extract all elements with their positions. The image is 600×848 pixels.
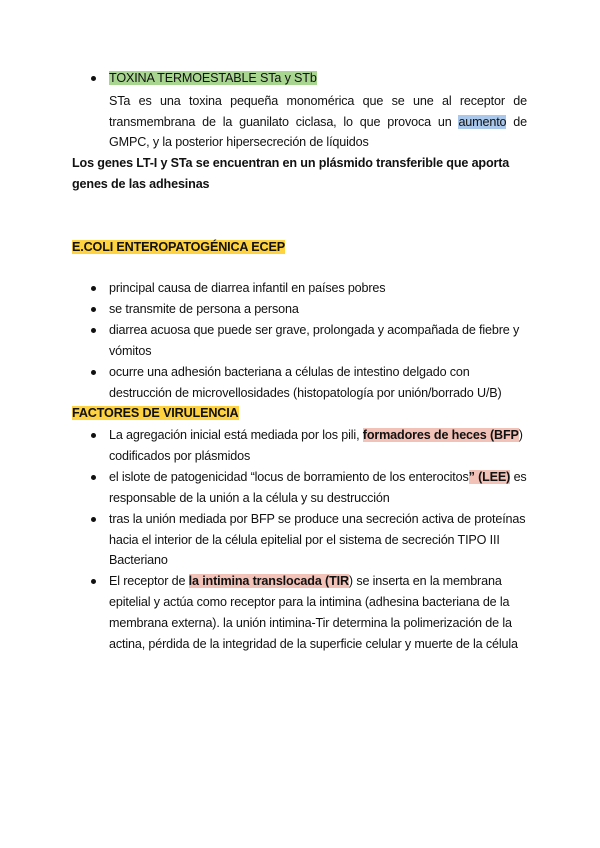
genes-note-line-2: genes de las adhesinas bbox=[72, 177, 210, 191]
bullet-dot bbox=[91, 433, 96, 438]
tir-highlight: la intimina translocada (TIR bbox=[188, 574, 349, 588]
stb-bullet-line bbox=[109, 68, 317, 89]
lee-highlight: ” (LEE) bbox=[468, 470, 511, 484]
ecep-item-3-line-1: diarrea acuosa que puede ser grave, prolongada y acompañada de fiebre y bbox=[109, 323, 520, 337]
genes-note-line-1: Los genes LT-I y STa se encuentran en un plásmido transferible que aporta bbox=[72, 156, 510, 170]
bfp-highlight: formadores de heces (BFP bbox=[362, 428, 519, 442]
virulence-item-3-line-2: hacia el interior de la célula epitelial por el sistema de secreción TIPO III bbox=[109, 533, 500, 547]
bullet-dot bbox=[91, 475, 96, 480]
bullet-dot bbox=[91, 286, 96, 291]
ecep-heading bbox=[72, 237, 285, 258]
stb-line2-start: transmembrana de la guanilato ciclasa, lo que provoca un bbox=[109, 115, 459, 129]
aumento-highlight: aumento bbox=[458, 115, 507, 129]
ecep-item-4-line-1: ocurre una adhesión bacteriana a células de intestino delgado con bbox=[109, 365, 470, 379]
bullet-dot bbox=[91, 579, 96, 584]
virulence-item-3-line-3: Bacteriano bbox=[109, 553, 168, 567]
stb-paragraph-line-3: GMPC, y la posterior hipersecreción de líquidos bbox=[109, 135, 369, 149]
virulence-item-1-line-1 bbox=[109, 425, 523, 446]
ecep-item-1: principal causa de diarrea infantil en países pobres bbox=[109, 281, 386, 295]
virulence-item-3-line-1: tras la unión mediada por BFP se produce una secreción activa de proteínas bbox=[109, 512, 526, 526]
virulence-item-1-end: ) bbox=[518, 428, 523, 442]
virulence-item-4-line-1 bbox=[109, 571, 502, 592]
ecep-item-2: se transmite de persona a persona bbox=[109, 302, 299, 316]
ecep-item-4-line-2: destrucción de microvellosidades (histopatología por unión/borrado U/B) bbox=[109, 386, 502, 400]
bullet-dot bbox=[91, 370, 96, 375]
virulence-heading-text: FACTORES DE VIRULENCIA bbox=[72, 406, 239, 420]
virulence-item-4-line-2: epitelial y actúa como receptor para la intimina (adhesina bacteriana de la bbox=[109, 595, 510, 609]
virulence-item-1-start: La agregación inicial está mediada por los pili, bbox=[109, 428, 363, 442]
bullet-dot bbox=[91, 517, 96, 522]
virulence-item-4-start: El receptor de bbox=[109, 574, 189, 588]
virulence-heading bbox=[72, 403, 239, 424]
bullet-dot bbox=[91, 307, 96, 312]
virulence-item-2-line-2: responsable de la unión a la célula y su destrucción bbox=[109, 491, 390, 505]
virulence-item-4-line-3: membrana externa). la unión intimina-Tir determina la polimerización de la bbox=[109, 616, 512, 630]
virulence-item-1-line-2: codificados por plásmidos bbox=[109, 449, 251, 463]
stb-bullet-text: TOXINA TERMOESTABLE STa y STb bbox=[109, 71, 317, 85]
ecep-heading-text: E.COLI ENTEROPATOGÉNICA ECEP bbox=[72, 240, 285, 254]
stb-paragraph-line-2 bbox=[109, 112, 527, 133]
virulence-item-2-line-1 bbox=[109, 467, 527, 488]
bullet-dot bbox=[91, 328, 96, 333]
stb-paragraph-line-1: STa es una toxina pequeña monomérica que se une al receptor de bbox=[109, 94, 527, 108]
virulence-item-4-end: ) se inserta en la membrana bbox=[348, 574, 502, 588]
bullet-dot bbox=[91, 76, 96, 81]
virulence-item-4-line-4: actina, pérdida de la integridad de la superficie celular y muerte de la célula bbox=[109, 637, 518, 651]
virulence-item-2-start: el islote de patogenicidad “locus de borramiento de los enterocitos bbox=[109, 470, 469, 484]
ecep-item-3-line-2: vómitos bbox=[109, 344, 152, 358]
virulence-item-2-end: es bbox=[510, 470, 527, 484]
stb-line2-end: de bbox=[506, 115, 527, 129]
